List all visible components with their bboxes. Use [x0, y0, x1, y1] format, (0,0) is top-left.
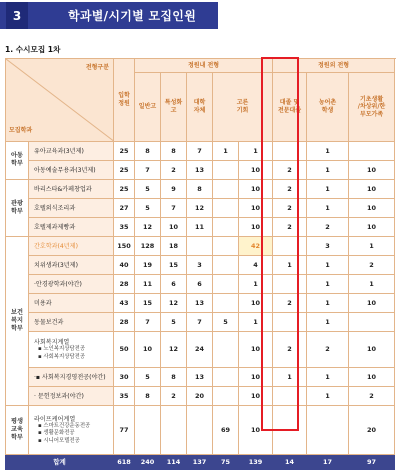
cell-value: 5 [135, 367, 161, 386]
header-in-1: 특성화 고 [161, 73, 187, 142]
cell-value [213, 160, 239, 179]
cell-value: 10 [239, 198, 273, 217]
cell-value [161, 405, 187, 454]
cell-value: 43 [114, 293, 135, 312]
cell-value: 1 [213, 141, 239, 160]
cell-value: 25 [114, 179, 135, 198]
cell-value [273, 141, 307, 160]
cell-value [187, 405, 213, 454]
cell-value: 1 [307, 141, 349, 160]
cell-value: 1 [307, 179, 349, 198]
cell-value: 30 [114, 367, 135, 386]
header-in-2: 대학 자체 [187, 73, 213, 142]
table-row [6, 386, 395, 405]
cell-value: 50 [114, 331, 135, 367]
table-row [6, 141, 395, 160]
cell-value [213, 217, 239, 236]
cell-value: 12 [187, 198, 213, 217]
cell-value: 10 [349, 160, 395, 179]
cell-value: 8 [187, 179, 213, 198]
cell-value: 13 [187, 160, 213, 179]
cell-value: 1 [307, 160, 349, 179]
cell-value: 10 [239, 405, 273, 454]
corner-label-type: 전형구분 [85, 64, 109, 71]
cell-value: 18 [161, 236, 187, 255]
cell-value: 5 [135, 198, 161, 217]
cell-value [349, 312, 395, 331]
dept-name: 치위생과(3년제) [29, 255, 114, 274]
cell-value [273, 386, 307, 405]
cell-value: 8 [135, 141, 161, 160]
cell-value: 11 [135, 274, 161, 293]
table-row [6, 255, 395, 274]
cell-value [213, 331, 239, 367]
cell-value: 10 [349, 293, 395, 312]
cell-value: 10 [239, 293, 273, 312]
cell-value: 10 [349, 198, 395, 217]
cell-value [213, 255, 239, 274]
table-row [6, 217, 395, 236]
cell-value: 10 [239, 386, 273, 405]
cell-value [187, 236, 213, 255]
cell-value: 13 [187, 293, 213, 312]
cell-value: 128 [135, 236, 161, 255]
cell-value [307, 405, 349, 454]
cell-value: 10 [349, 179, 395, 198]
cell-value: 2 [349, 386, 395, 405]
cell-value [213, 179, 239, 198]
section-title: 학과별/시기별 모집인원 [68, 9, 197, 23]
cell-value: 10 [161, 217, 187, 236]
group-label: 보건 복지 학부 [6, 236, 29, 405]
cell-value: 7 [135, 160, 161, 179]
cell-value: 4 [239, 255, 273, 274]
cell-value: 20 [349, 405, 395, 454]
table-row [6, 367, 395, 386]
cell-value: 8 [161, 141, 187, 160]
total-value: 75 [213, 454, 239, 469]
cell-value: 25 [114, 160, 135, 179]
table-row [6, 179, 395, 198]
cell-value: 13 [187, 367, 213, 386]
cell-value: 10 [349, 367, 395, 386]
cell-value: 1 [307, 198, 349, 217]
dept-name: ·안경광학과(야간) [29, 274, 114, 293]
cell-value [213, 198, 239, 217]
section-number: 3 [6, 2, 28, 29]
dept-name: ·▪ 사회복지경영전공(야간) [29, 367, 114, 386]
cell-value: 1 [307, 274, 349, 293]
dept-name: 호텔외식조리과 [29, 198, 114, 217]
cell-value: 1 [307, 293, 349, 312]
cell-value: 11 [187, 217, 213, 236]
cell-value [213, 274, 239, 293]
dept-sub-major: ▪ 노인복지상담전공 [38, 346, 86, 353]
cell-value: 10 [239, 331, 273, 367]
cell-value: 28 [114, 312, 135, 331]
cell-value [273, 405, 307, 454]
cell-value: 1 [239, 141, 273, 160]
cell-value [213, 293, 239, 312]
cell-value: 1 [273, 367, 307, 386]
dept-name: 미용과 [29, 293, 114, 312]
dept-sub-major: ▪ 시니어모델전공 [38, 437, 80, 444]
cell-value: 2 [273, 331, 307, 367]
cell-value: 2 [273, 179, 307, 198]
cell-value: 7 [161, 198, 187, 217]
cell-value: 3 [187, 255, 213, 274]
section-banner [0, 2, 218, 29]
dept-name: 바리스타&카페창업과 [29, 179, 114, 198]
total-value: 137 [187, 454, 213, 469]
cell-value: 2 [161, 160, 187, 179]
dept-name: 유아교육과(3년제) [29, 141, 114, 160]
table-row [6, 274, 395, 293]
cell-value: 1 [273, 255, 307, 274]
cell-value [273, 236, 307, 255]
group-label: 아동 학부 [6, 141, 29, 179]
dept-name: 호텔제과제빵과 [29, 217, 114, 236]
corner-label-dept: 모집학과 [9, 127, 33, 134]
dept-name: 라이프케어계열 ▪ 스마트건강운동전공 ▪ 생활문화전공 ▪ 시니어모델전공 [29, 405, 114, 454]
table-row [6, 236, 395, 255]
dept-name: 사회복지계열 ▪ 노인복지상담전공 ▪ 사회복지상담전공 [29, 331, 114, 367]
total-value: 14 [273, 454, 307, 469]
table-row [6, 331, 395, 367]
header-quota: 입학 정원 [114, 59, 135, 142]
cell-value: 27 [114, 198, 135, 217]
cell-value: 7 [187, 141, 213, 160]
total-value: 114 [161, 454, 187, 469]
cell-value: 8 [161, 367, 187, 386]
total-value: 240 [135, 454, 161, 469]
cell-value [273, 312, 307, 331]
cell-value: 10 [239, 179, 273, 198]
cell-value: 2 [307, 331, 349, 367]
cell-value: 9 [161, 179, 187, 198]
cell-value: 25 [114, 141, 135, 160]
cell-value: 12 [161, 331, 187, 367]
cell-value: 1 [307, 367, 349, 386]
cell-value: 10 [239, 160, 273, 179]
total-value: 139 [239, 454, 273, 469]
cell-value: 12 [135, 217, 161, 236]
header-group-out: 정원외 전형 [273, 59, 395, 73]
dept-name: 아동예술무용과(3년제) [29, 160, 114, 179]
cell-value: 69 [213, 405, 239, 454]
cell-value: 1 [307, 386, 349, 405]
quota-table [5, 58, 395, 470]
table-row [6, 293, 395, 312]
cell-value: 8 [135, 386, 161, 405]
table-row [6, 405, 395, 454]
cell-value: 40 [114, 255, 135, 274]
cell-value: 20 [187, 386, 213, 405]
cell-value: 28 [114, 274, 135, 293]
dept-name: 동물보건과 [29, 312, 114, 331]
cell-value: 35 [114, 217, 135, 236]
header-out-0: 대졸 및 전문대졸 [273, 73, 307, 142]
cell-value: 2 [273, 198, 307, 217]
cell-value [135, 405, 161, 454]
cell-value: 5 [135, 179, 161, 198]
cell-value: 6 [187, 274, 213, 293]
cell-value: 2 [273, 217, 307, 236]
cell-value: 1 [239, 274, 273, 293]
table-row [6, 312, 395, 331]
cell-value: 15 [135, 293, 161, 312]
header-out-2: 기초생활 /차상위/한 부모가족 [349, 73, 395, 142]
cell-value: 7 [187, 312, 213, 331]
cell-value [213, 236, 239, 255]
cell-value: 35 [114, 386, 135, 405]
cell-value: 2 [307, 217, 349, 236]
group-label: 관광 학부 [6, 179, 29, 236]
cell-value [349, 141, 395, 160]
cell-value: 3 [307, 236, 349, 255]
table-row [6, 160, 395, 179]
cell-value: 10 [135, 331, 161, 367]
dept-name: · 문헌정보과(야간) [29, 386, 114, 405]
cell-value: 1 [307, 312, 349, 331]
dept-name: 간호학과(4년제) [29, 236, 114, 255]
cell-value: 42 [239, 236, 273, 255]
cell-value: 1 [349, 236, 395, 255]
header-in-0: 일반고 [135, 73, 161, 142]
cell-value [213, 367, 239, 386]
cell-value: 150 [114, 236, 135, 255]
cell-value: 15 [161, 255, 187, 274]
cell-value: 1 [239, 312, 273, 331]
cell-value: 7 [135, 312, 161, 331]
group-label: 평생 교육 학부 [6, 405, 29, 454]
cell-value: 2 [273, 160, 307, 179]
total-value: 97 [349, 454, 395, 469]
dept-sub-major: ▪ 생활문화전공 [38, 430, 75, 437]
cell-value: 5 [161, 312, 187, 331]
cell-value: 2 [349, 255, 395, 274]
cell-value: 12 [161, 293, 187, 312]
header-group-in: 정원내 전형 [135, 59, 273, 73]
cell-value: 77 [114, 405, 135, 454]
cell-value: 5 [213, 312, 239, 331]
corner-header [6, 59, 114, 142]
subsection-title: 1. 수시모집 1차 [5, 45, 61, 54]
cell-value [273, 274, 307, 293]
cell-value: 10 [239, 217, 273, 236]
total-label: 합계 [6, 454, 114, 469]
cell-value: 6 [161, 274, 187, 293]
table-row [6, 198, 395, 217]
header-in-3: 고른 기회 [213, 73, 273, 142]
total-value: 618 [114, 454, 135, 469]
cell-value: 24 [187, 331, 213, 367]
cell-value: 2 [273, 293, 307, 312]
dept-sub-major: ▪ 스마트건강운동전공 [38, 423, 91, 430]
cell-value: 1 [307, 255, 349, 274]
cell-value: 1 [349, 274, 395, 293]
cell-value: 10 [349, 331, 395, 367]
cell-value [213, 386, 239, 405]
dept-sub-major: ▪ 사회복지상담전공 [38, 353, 86, 360]
cell-value: 19 [135, 255, 161, 274]
total-value: 17 [307, 454, 349, 469]
cell-value: 10 [239, 367, 273, 386]
header-out-1: 농어촌 학생 [307, 73, 349, 142]
cell-value: 10 [349, 217, 395, 236]
cell-value: 2 [161, 386, 187, 405]
